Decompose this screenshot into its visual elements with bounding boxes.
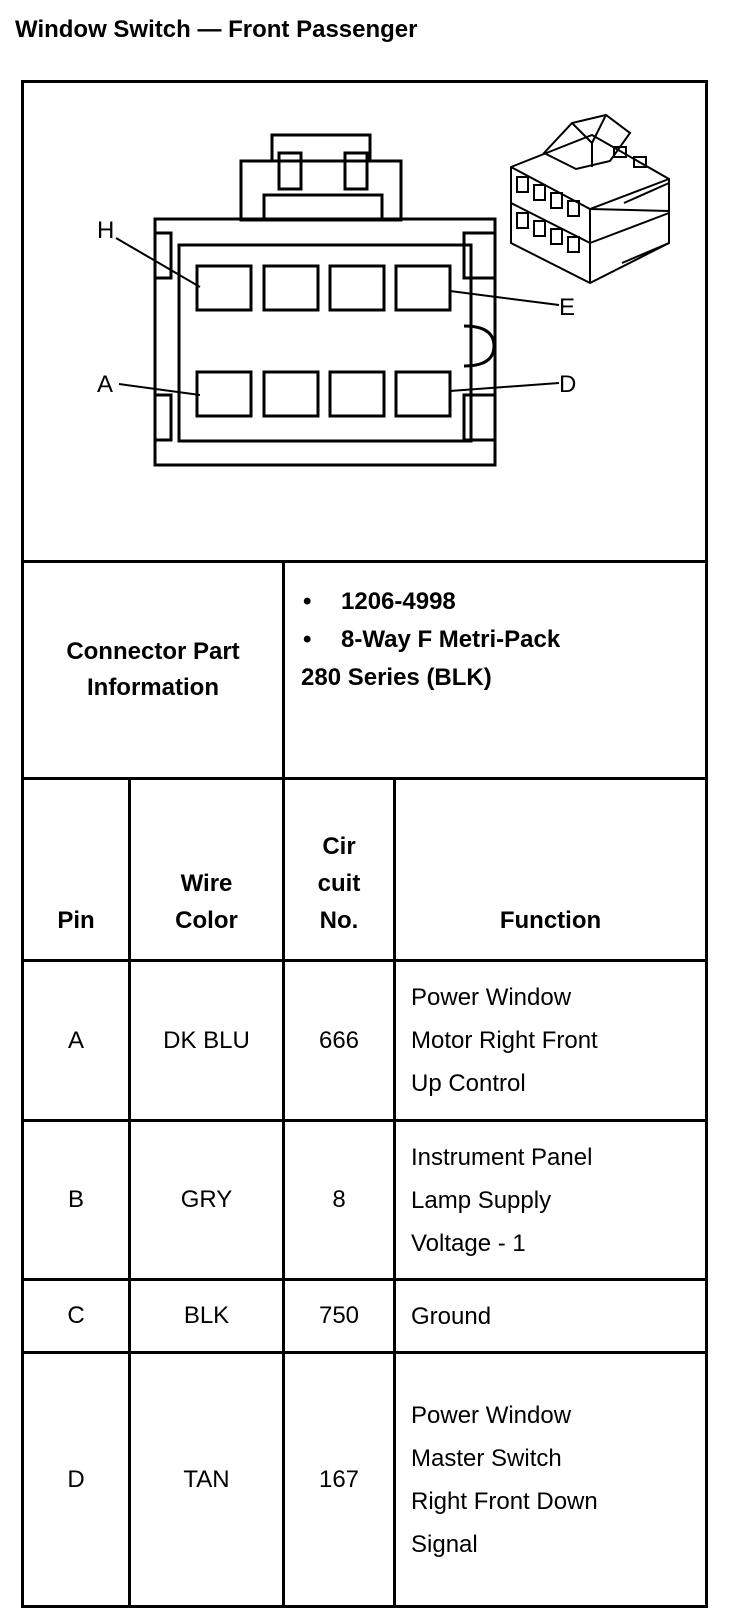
header-function: Function (499, 907, 602, 934)
bullet: • (303, 588, 312, 615)
row-b-circuit: 8 (332, 1186, 346, 1213)
row-a-wire-color: DK BLU (163, 1026, 250, 1054)
row-c-pin: C (67, 1302, 85, 1329)
row-a-function: Power Window Motor Right Front Up Control (411, 984, 598, 1097)
row-d-pin: D (67, 1465, 85, 1493)
pin-label-h: H (97, 217, 115, 244)
row-b-wire-color: GRY (180, 1186, 233, 1213)
row-d-circuit: 167 (318, 1465, 360, 1493)
header-wire-color: Wire Color (175, 870, 238, 934)
row-d-function: Power Window Master Switch Right Front Down Signal (411, 1401, 598, 1558)
row-b-function: Instrument Panel Lamp Supply Voltage - 1 (411, 1143, 593, 1257)
header-circuit: Cir cuit No. (317, 833, 361, 934)
connector-info-label (24, 563, 282, 777)
rule-info-divider (282, 560, 285, 780)
pin-label-d: D (559, 371, 577, 398)
row-c-function: Ground (411, 1302, 492, 1330)
row-c-wire-color: BLK (183, 1302, 230, 1329)
row-b-pin: B (67, 1186, 84, 1213)
page-title: Window Switch — Front Passenger (15, 16, 418, 43)
row-a-circuit: 666 (318, 1026, 360, 1054)
bullet: • (303, 626, 312, 653)
row-d-wire-color: TAN (183, 1465, 230, 1493)
connector-description: 8-Way F Metri-Pack (341, 626, 561, 653)
connector-info-label-line1: Connector Part (66, 638, 240, 665)
row-a-pin: A (67, 1026, 84, 1054)
pin-label-a: A (97, 371, 114, 398)
connector-info-label-line2: Information (86, 674, 219, 701)
connector-table (21, 80, 708, 1608)
pin-label-e: E (559, 294, 576, 321)
connector-info-details (301, 583, 560, 697)
connector-series: 280 Series (BLK) (301, 664, 492, 691)
connector-3d-icon (511, 115, 669, 283)
connector-diagram (24, 83, 705, 560)
part-number: 1206-4998 (341, 588, 456, 615)
row-c-circuit: 750 (318, 1302, 360, 1329)
header-pin: Pin (57, 907, 95, 934)
